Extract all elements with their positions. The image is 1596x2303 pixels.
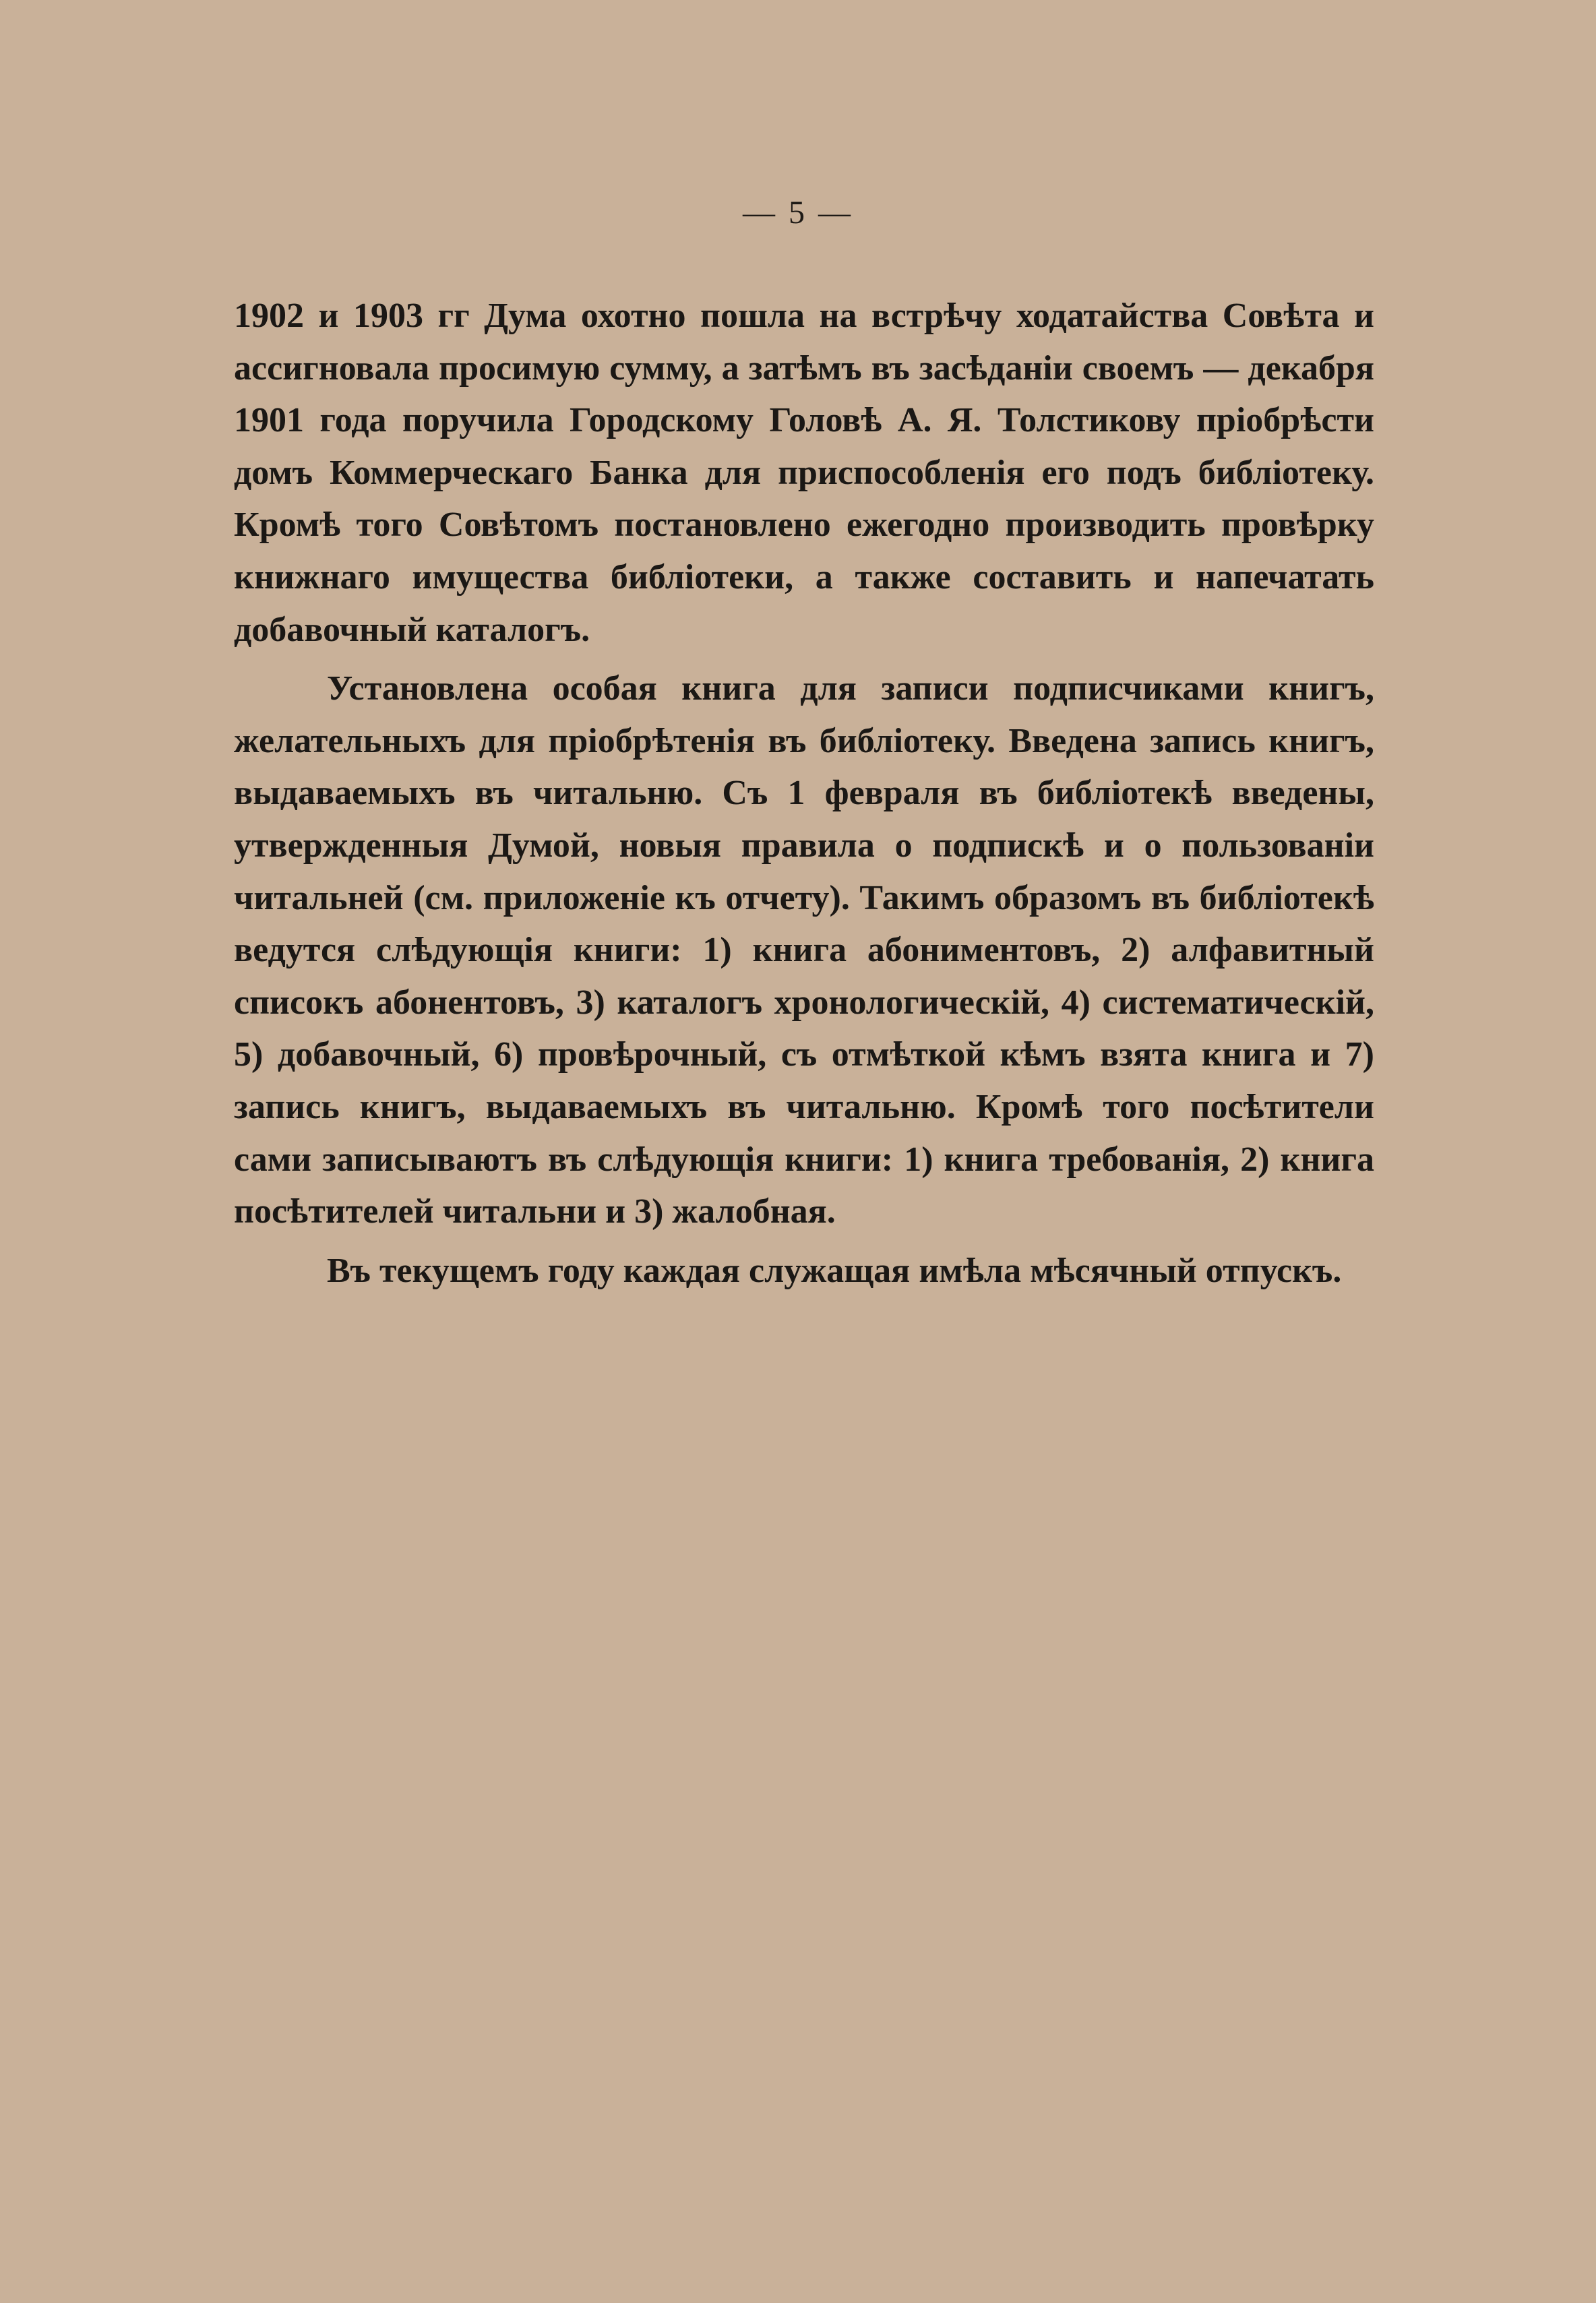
paragraph-1: 1902 и 1903 гг Дума охотно пошла на встрѣчу ходатайства Совѣта и ассигновала просимую сумму, а затѣмъ въ засѣданiи своемъ — декабря 1901 года поручила Городскому Головѣ А. Я. Толстикову прiобрѣсти домъ Коммерческаго Банка для приспособленiя его подъ библiотеку. Кромѣ того Совѣтомъ постановлено ежегодно производить провѣрку книжнаго имущества библiотеки, а также составить и напечатать добавочный каталогъ. [234,297,1374,649]
body-text [234,290,1374,1303]
page-number: — 5 — [743,195,853,231]
paragraph-2: Установлена особая книга для записи подписчиками книгъ, желательныхъ для прiобрѣтенiя въ библiотеку. Введена запись книгъ, выдаваемыхъ въ читальню. Съ 1 февраля въ библiотекѣ введены, утвержденныя Думой, новыя правила о подпискѣ и о пользованiи читальней (см. приложенiе къ отчету). Такимъ образомъ въ библiотекѣ ведутся слѣдующiя книги: 1) книга абониментовъ, 2) алфавитный списокъ абонентовъ, 3) каталогъ хронологическiй, 4) систематическiй, 5) добавочный, 6) провѣрочный, съ отмѣткой кѣмъ взята книга и 7) запись книгъ, выдаваемыхъ въ читальню. Кромѣ того посѣтители сами записываютъ въ слѣдующiя книги: 1) книга требованiя, 2) книга посѣтителей читальни и 3) жалобная. [234,669,1374,1231]
paragraph-3: Въ текущемъ году каждая служащая имѣла мѣсячный отпускъ. [327,1251,1342,1290]
